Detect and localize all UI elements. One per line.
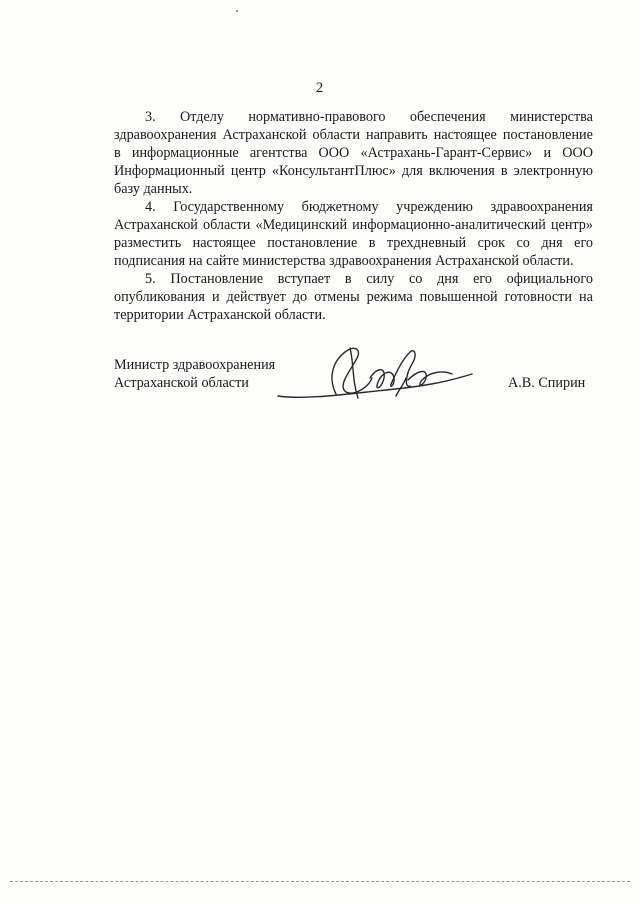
paragraph-3-line-4 <box>114 163 593 180</box>
word: в <box>500 163 508 179</box>
word: здравоохранения <box>490 199 593 215</box>
word: 5. <box>145 271 156 287</box>
word: вступает <box>277 271 331 287</box>
word: официального <box>506 271 593 287</box>
word: готовности <box>504 289 572 305</box>
word: дня <box>541 235 563 251</box>
word: учреждению <box>396 199 473 215</box>
word: ООО <box>318 145 350 161</box>
word: министерства <box>510 109 593 125</box>
word: включения <box>428 163 495 179</box>
word: бюджетному <box>301 199 379 215</box>
word: ООО <box>562 145 593 161</box>
signatory-name: А.В. Спирин <box>508 375 586 391</box>
footer-rule <box>10 881 630 882</box>
word: области <box>202 217 251 233</box>
word: «Медицинский <box>255 217 348 233</box>
word: трехдневный <box>386 235 467 251</box>
paragraph-3-line-2 <box>114 127 593 144</box>
word: обеспечения <box>409 109 486 125</box>
word: его <box>574 235 593 251</box>
word: со <box>516 235 530 251</box>
paragraph-4-line-4: подписания на сайте министерства здравоохранения Астраханской области. <box>114 253 574 269</box>
word: Информационный <box>114 163 225 179</box>
word: Астраханской <box>114 217 198 233</box>
word: электронную <box>513 163 593 179</box>
word: в <box>368 235 376 251</box>
page-number: 2 <box>315 80 324 96</box>
word: отмены <box>314 289 360 305</box>
word: настоящее <box>192 235 256 251</box>
word: и <box>211 289 220 305</box>
word: здравоохранения <box>114 127 217 143</box>
word: в <box>344 271 352 287</box>
word: Отделу <box>180 109 224 125</box>
paragraph-3-line-3 <box>114 145 593 162</box>
word: и <box>543 145 552 161</box>
word: дня <box>437 271 459 287</box>
paragraph-4-line-2 <box>114 217 593 234</box>
word: Государственному <box>173 199 285 215</box>
paragraph-5-line-2 <box>114 289 593 306</box>
paragraph-5-line-1 <box>145 271 593 288</box>
word: в <box>114 145 121 161</box>
signatory-position-line-1: Министр здравоохранения <box>114 357 276 373</box>
word: центр <box>230 163 266 179</box>
word: срок <box>477 235 505 251</box>
word: 3. <box>145 109 156 125</box>
word: направить <box>366 127 428 143</box>
handwritten-signature <box>276 338 476 410</box>
paragraph-4-line-3 <box>114 235 593 252</box>
word: повышенной <box>419 289 498 305</box>
word: центр» <box>550 217 593 233</box>
word: до <box>292 289 308 305</box>
word: информационные <box>131 145 239 161</box>
word: на <box>579 289 593 305</box>
word: «Астрахань-Гарант-Сервис» <box>360 145 533 161</box>
word: постановление <box>502 127 593 143</box>
word: разместить <box>114 235 182 251</box>
word: действует <box>226 289 286 305</box>
word: 4. <box>145 199 156 215</box>
signatory-position-line-2: Астраханской области <box>114 375 249 391</box>
paragraph-3-line-1 <box>145 109 593 126</box>
paragraph-5-line-3: территории Астраханской области. <box>114 307 326 323</box>
word: опубликования <box>114 289 205 305</box>
word: агентства <box>249 145 308 161</box>
scan-speck <box>236 10 238 12</box>
word: силу <box>366 271 395 287</box>
word: постановление <box>267 235 358 251</box>
word: со <box>408 271 423 287</box>
word: Астраханской <box>222 127 307 143</box>
paragraph-3-line-5: базу данных. <box>114 181 193 197</box>
word: информационно-аналитический <box>352 217 546 233</box>
word: его <box>473 271 492 287</box>
word: режима <box>366 289 413 305</box>
word: «КонсультантПлюс» <box>271 163 396 179</box>
word: для <box>401 163 423 179</box>
word: настоящее <box>433 127 497 143</box>
word: области <box>312 127 360 143</box>
word: Постановление <box>170 271 264 287</box>
word: нормативно-правового <box>248 109 386 125</box>
paragraph-4-line-1 <box>145 199 593 216</box>
